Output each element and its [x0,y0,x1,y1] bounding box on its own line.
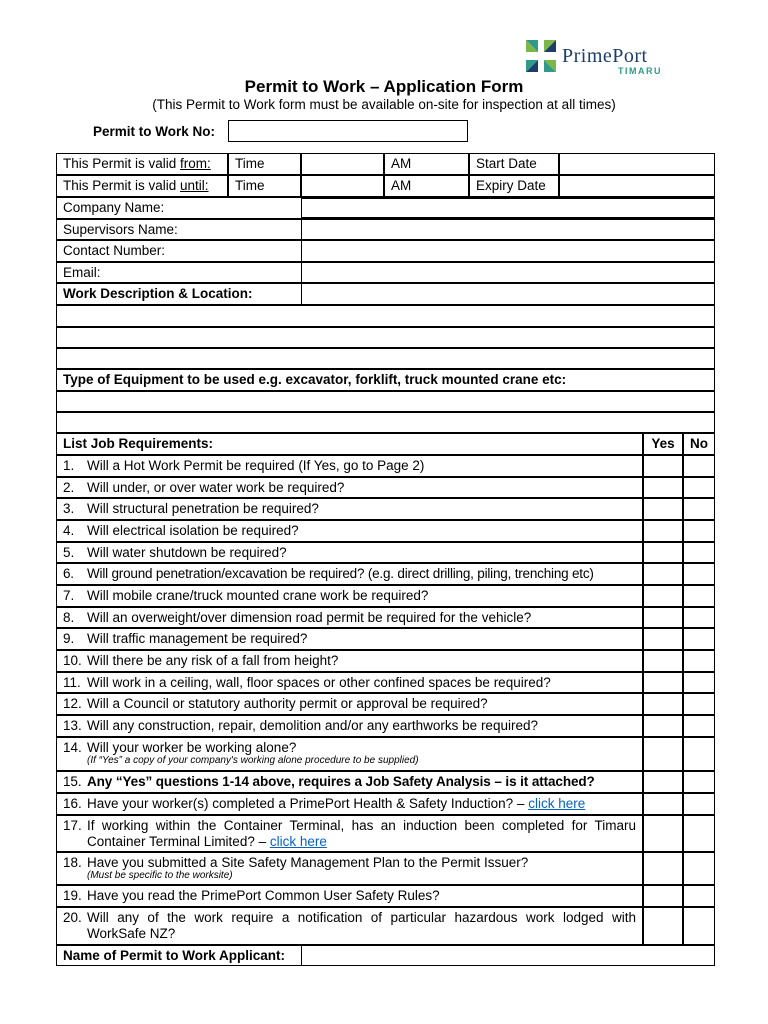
question-number: 1. [63,458,75,473]
question-text: Will traffic management be required? [87,631,308,646]
logo-subtext: TIMARU [618,66,662,76]
question-number: 19. [63,888,82,903]
yes-column-header: Yes [643,433,683,455]
question-text-block [63,818,636,850]
q17-yes-checkbox[interactable] [643,815,683,852]
q15-no-checkbox[interactable] [683,771,715,793]
question-number: 10. [63,653,82,668]
q11-yes-checkbox[interactable] [643,672,683,693]
from-time-label: Time [228,153,301,175]
email-input[interactable] [301,262,715,283]
requirement-row [56,650,643,672]
q8-no-checkbox[interactable] [683,607,715,628]
question-text: If working within the Container Terminal, has an induction been completed for Timaru Container Terminal Limited? – [87,818,636,849]
question-number: 5. [63,545,75,560]
requirement-row [56,607,643,628]
job-requirements-header: List Job Requirements: [56,433,643,455]
q18-yes-checkbox[interactable] [643,852,683,885]
question-number: 8. [63,610,75,625]
supervisors-name-label: Supervisors Name: [56,219,715,240]
question-number: 9. [63,631,75,646]
question-number: 4. [63,523,75,538]
question-text: Will electrical isolation be required? [87,523,299,538]
requirement-row [56,793,643,815]
q2-yes-checkbox[interactable] [643,477,683,498]
q5-yes-checkbox[interactable] [643,542,683,563]
q12-no-checkbox[interactable] [683,693,715,715]
requirement-row [56,715,643,737]
valid-from-word: from: [180,156,211,171]
requirement-row [56,628,643,650]
q3-yes-checkbox[interactable] [643,498,683,520]
form-subtitle: (This Permit to Work form must be available on-site for inspection at all times) [152,97,616,112]
from-am-label[interactable]: AM [384,153,469,175]
work-description-line-2[interactable] [56,327,715,348]
requirement-row [56,771,643,793]
start-date-input[interactable] [559,153,715,175]
q5-no-checkbox[interactable] [683,542,715,563]
expiry-date-label: Expiry Date [469,175,559,197]
q9-yes-checkbox[interactable] [643,628,683,650]
equipment-line-2[interactable] [56,412,715,433]
until-am-label[interactable]: AM [384,175,469,197]
question-text: Will any construction, repair, demolition and/or any earthworks be required? [87,718,538,733]
requirement-row [56,585,643,607]
supervisors-name-input[interactable] [301,219,715,240]
requirement-row [56,477,643,498]
permit-no-input[interactable] [228,120,468,142]
question-text-block [63,910,636,942]
terminal-click-here-link[interactable]: click here [269,834,327,849]
requirement-row [56,498,643,520]
question-number: 3. [63,501,75,516]
question-text: Will any of the work require a notification of particular hazardous work lodged with WorkSafe NZ? [87,910,636,941]
q12-yes-checkbox[interactable] [643,693,683,715]
applicant-name-label: Name of Permit to Work Applicant: [56,945,715,966]
start-date-label: Start Date [469,153,559,175]
q16-yes-checkbox[interactable] [643,793,683,815]
q3-no-checkbox[interactable] [683,498,715,520]
question-note: (Must be specific to the worksite) [87,870,233,881]
valid-until-label [56,175,228,197]
valid-from-label [56,153,228,175]
q6-no-checkbox[interactable] [683,563,715,585]
primeport-logo [524,36,684,82]
question-text: Will an overweight/over dimension road permit be required for the vehicle? [87,610,532,625]
q6-yes-checkbox[interactable] [643,563,683,585]
primeport-logo-mark-icon [524,38,558,74]
requirement-row [56,737,643,771]
question-text: Will there be any risk of a fall from height? [87,653,339,668]
q9-no-checkbox[interactable] [683,628,715,650]
question-text: Will your worker be working alone? [87,740,297,755]
question-number: 6. [63,566,74,581]
question-text: Will water shutdown be required? [87,545,287,560]
q7-no-checkbox[interactable] [683,585,715,607]
q15-yes-checkbox[interactable] [643,771,683,793]
q20-yes-checkbox[interactable] [643,907,683,945]
until-time-input[interactable] [301,175,384,197]
question-text: Will a Hot Work Permit be required (If Yes, go to Page 2) [87,458,425,473]
q10-yes-checkbox[interactable] [643,650,683,672]
work-description-line-3[interactable] [56,348,715,369]
logo-wordmark: PrimePort [562,45,648,67]
requirement-row [56,907,643,945]
question-number: 18. [63,855,82,870]
requirement-row [56,542,643,563]
q14-no-checkbox[interactable] [683,737,715,771]
q13-yes-checkbox[interactable] [643,715,683,737]
valid-until-word: until: [180,178,209,193]
permit-no-label: Permit to Work No: [93,124,216,139]
question-text: Any “Yes” questions 1-14 above, requires a Job Safety Analysis – is it attached? [87,774,595,789]
requirement-row [56,563,643,585]
valid-until-prefix: This Permit is valid [63,178,181,193]
q4-no-checkbox[interactable] [683,520,715,542]
question-text: Will mobile crane/truck mounted crane work be required? [87,588,429,603]
q11-no-checkbox[interactable] [683,672,715,693]
company-name-label: Company Name: [56,197,715,219]
q2-no-checkbox[interactable] [683,477,715,498]
question-text: Have your worker(s) completed a PrimePort Health & Safety Induction? – [87,796,529,811]
q20-no-checkbox[interactable] [683,907,715,945]
contact-number-input[interactable] [301,240,715,262]
q10-no-checkbox[interactable] [683,650,715,672]
question-text: Will under, or over water work be required? [87,480,345,495]
q7-yes-checkbox[interactable] [643,585,683,607]
work-description-line-1[interactable] [56,305,715,327]
requirement-row [56,672,643,693]
question-number: 13. [63,718,82,733]
equipment-line-1[interactable] [56,391,715,412]
form-title: Permit to Work – Application Form [244,77,524,96]
question-number: 11. [63,675,81,690]
question-text: Will ground penetration/excavation be required? (e.g. direct drilling, piling, trenching etc) [87,566,594,581]
question-text: Will structural penetration be required? [87,501,319,516]
question-number: 15. [63,774,82,789]
q19-no-checkbox[interactable] [683,885,715,907]
question-number: 12. [63,696,82,711]
requirement-row [56,693,643,715]
question-number: 2. [63,480,75,495]
work-description-input[interactable] [301,283,715,305]
question-text: Have you read the PrimePort Common User Safety Rules? [87,888,440,903]
applicant-name-input[interactable] [301,945,715,966]
requirement-row [56,520,643,542]
expiry-date-input[interactable] [559,175,715,197]
work-description-label: Work Description & Location: [56,283,715,305]
q14-yes-checkbox[interactable] [643,737,683,771]
question-number: 7. [63,588,75,603]
q19-yes-checkbox[interactable] [643,885,683,907]
q4-yes-checkbox[interactable] [643,520,683,542]
question-text: Will work in a ceiling, wall, floor spaces or other confined spaces be required? [87,675,551,690]
question-text: Have you submitted a Site Safety Management Plan to the Permit Issuer? [87,855,529,870]
contact-number-label: Contact Number: [56,240,715,262]
question-number: 20. [63,910,82,925]
requirement-row [56,815,643,852]
requirement-row [56,455,643,477]
question-number: 17. [63,818,82,833]
equipment-label: Type of Equipment to be used e.g. excavator, forklift, truck mounted crane etc: [56,369,715,391]
q1-no-checkbox[interactable] [683,455,715,477]
valid-from-prefix: This Permit is valid [63,156,181,171]
question-note: (If “Yes” a copy of your company's working alone procedure to be supplied) [87,755,419,766]
question-number: 14. [63,740,82,755]
company-name-input[interactable] [301,198,715,218]
requirement-row [56,852,643,885]
q17-no-checkbox[interactable] [683,815,715,852]
q8-yes-checkbox[interactable] [643,607,683,628]
q13-no-checkbox[interactable] [683,715,715,737]
q1-yes-checkbox[interactable] [643,455,683,477]
q16-no-checkbox[interactable] [683,793,715,815]
induction-click-here-link[interactable]: click here [528,796,586,811]
no-column-header: No [683,433,715,455]
question-text: Will a Council or statutory authority permit or approval be required? [87,696,488,711]
requirement-row [56,885,643,907]
from-time-input[interactable] [301,153,384,175]
until-time-label: Time [228,175,301,197]
email-label: Email: [56,262,715,283]
question-number: 16. [63,796,82,811]
q18-no-checkbox[interactable] [683,852,715,885]
